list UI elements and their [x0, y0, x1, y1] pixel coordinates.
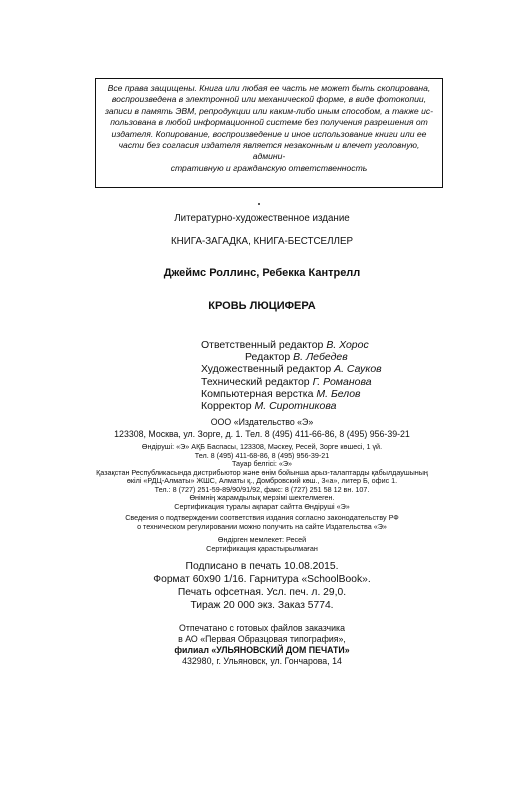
staff-line [201, 376, 382, 388]
publisher-address: 123308, Москва, ул. Зорге, д. 1. Тел. 8 (495) 411-66-86, 8 (495) 956-39-21 [114, 429, 410, 439]
printer-info-line: 432980, г. Ульяновск, ул. Гончарова, 14 [182, 656, 342, 666]
staff-role: Технический редактор [201, 375, 310, 388]
print-info-line: Подписано в печать 10.08.2015. [185, 561, 339, 572]
genre-label: Литературно-художественное издание [174, 213, 350, 224]
kz-publisher-line: Тел.: 8 (727) 251-59-89/90/91/92, факс: 8 (727) 251 58 12 вн. 107. [154, 485, 370, 494]
book-title: КРОВЬ ЛЮЦИФЕРА [208, 300, 316, 312]
staff-role: Компьютерная верстка [201, 387, 314, 400]
print-info-line: Печать офсетная. Усл. печ. л. 29,0. [177, 587, 347, 598]
authors: Джеймс Роллинс, Ребекка Кантрелл [163, 267, 361, 279]
publisher-name: ООО «Издательство «Э» [210, 417, 314, 427]
kz-publisher-line: Сертификация туралы ақпарат сайтта Өндіруші «Э» [174, 502, 350, 511]
staff-name: М. Белов [316, 387, 361, 400]
staff-role: Ответственный редактор [201, 339, 324, 351]
copyright-line: части без согласия издателя является незаконным и влечет уголовную, админи- [118, 140, 420, 162]
series-label: КНИГА-ЗАГАДКА, КНИГА-БЕСТСЕЛЛЕР [170, 236, 354, 247]
copyright-line: записи в память ЭВМ, репродукции или каким-либо иным способом, а также ис- [104, 105, 434, 116]
decorative-dot [258, 203, 260, 205]
staff-line [201, 363, 382, 375]
printer-info-line: в АО «Первая Образцовая типография», [178, 634, 346, 644]
staff-name: Г. Романова [312, 375, 372, 388]
staff-line [201, 339, 382, 351]
copyright-line: пользована в любой информационной системе без получения разрешения от [110, 117, 428, 128]
staff-line [201, 388, 382, 400]
kz-publisher-line: Тауар белгісі: «Э» [231, 459, 293, 468]
staff-name: В. Лебедев [293, 351, 348, 364]
staff-role: Корректор [201, 400, 252, 413]
kz-publisher-line: Өнімнің жарамдылық мерзімі шектелмеген. [189, 493, 335, 502]
staff-list [201, 339, 382, 412]
copyright-line: воспроизведена в электронной или механической форме, в виде фотокопии, [111, 94, 427, 105]
kz-publisher-line: өкілі «РДЦ-Алматы» ЖШС, Алматы қ., Домбровский көш., 3«а», литер Б, офис 1. [126, 476, 398, 485]
print-info-line: Тираж 20 000 экз. Заказ 5774. [190, 600, 334, 611]
staff-role: Редактор [245, 351, 291, 364]
printer-info-line: филиал «УЛЬЯНОВСКИЙ ДОМ ПЕЧАТИ» [174, 645, 350, 655]
copyright-line: издателя. Копирование, воспроизведение и иное использование книги или ее [111, 128, 427, 139]
staff-line [201, 400, 382, 412]
copyright-line: стративную и гражданскую ответственность [170, 162, 368, 173]
kz-publisher-line: Қазақстан Республикасында дистрибьютор және өнім бойынша арыз-талаптарды қабылдаушының [96, 468, 428, 477]
origin-line: Өндірген мемлекет: Ресей [217, 535, 307, 544]
staff-name: М. Сиротникова [254, 400, 337, 413]
copyright-notice-box [95, 78, 443, 188]
kz-publisher-line: Өндіруші: «Э» АҚБ Баспасы, 123308, Мәскеу, Ресей, Зорге көшесі, 1 үй. [141, 442, 383, 451]
staff-line [201, 351, 382, 363]
certification-note: о техническом регулировании можно получить на сайте Издательства «Э» [137, 522, 387, 531]
staff-role: Художественный редактор [201, 363, 332, 376]
staff-name: В. Хорос [326, 339, 369, 351]
certification-note: Сведения о подтверждении соответствия издания согласно законодательству РФ [125, 513, 399, 522]
printer-info-line: Отпечатано с готовых файлов заказчика [179, 623, 345, 633]
kz-publisher-line: Тел. 8 (495) 411-68-86, 8 (495) 956-39-21 [194, 451, 330, 460]
copyright-line: Все права защищены. Книга или любая ее часть не может быть скопирована, [107, 83, 431, 93]
print-info-line: Формат 60x90 1/16. Гарнитура «SchoolBook». [153, 574, 371, 585]
origin-line: Сертификация қарастырылмаған [206, 544, 318, 553]
staff-name: А. Сауков [334, 363, 382, 376]
